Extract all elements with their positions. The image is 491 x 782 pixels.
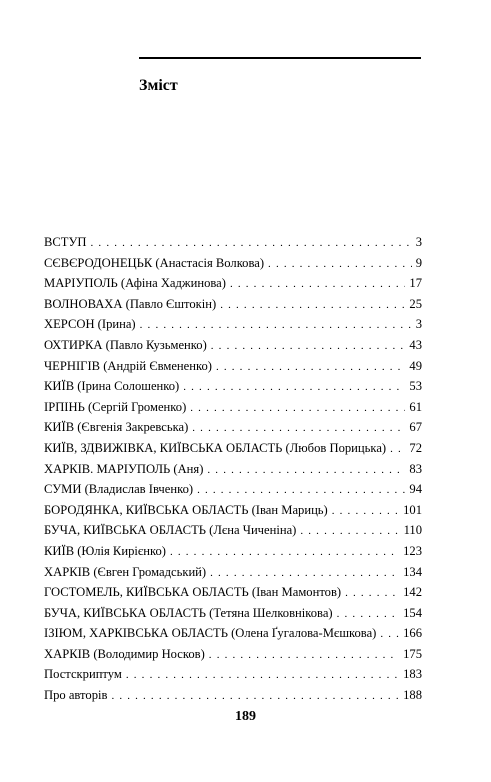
toc-entry-title: Про авторів [44, 688, 108, 703]
toc-entry-title: КИЇВ (Євгенія Закревська) [44, 420, 189, 435]
toc-entry [44, 417, 422, 438]
toc-entry-page: 72 [409, 440, 422, 455]
table-of-contents [44, 232, 422, 706]
toc-entry-page: 3 [415, 317, 422, 332]
toc-entry [44, 520, 422, 541]
toc-dot-leader [332, 501, 399, 522]
toc-dot-leader [216, 357, 405, 378]
toc-entry [44, 644, 422, 665]
toc-entry-page: 188 [403, 688, 422, 703]
toc-dot-leader [345, 583, 399, 604]
toc-entry [44, 314, 422, 335]
toc-entry-title: СУМИ (Владислав Івченко) [44, 482, 194, 497]
toc-entry-page: 154 [403, 605, 422, 620]
toc-dot-leader [91, 233, 412, 254]
toc-dot-leader [170, 542, 399, 563]
toc-entry-title: БУЧА, КИЇВСЬКА ОБЛАСТЬ (Тетяна Шелковнікова) [44, 605, 333, 620]
top-rule [139, 57, 421, 59]
toc-dot-leader [390, 439, 405, 460]
toc-dot-leader [126, 665, 399, 686]
toc-entry-title: СЄВЄРОДОНЕЦЬК (Анастасія Волкова) [44, 255, 265, 270]
toc-dot-leader [111, 686, 399, 707]
toc-entry-title: ХЕРСОН (Ірина) [44, 317, 136, 332]
page-number: 189 [235, 709, 256, 724]
toc-entry [44, 459, 422, 480]
toc-entry-page: 25 [409, 296, 422, 311]
toc-entry-title: ГОСТОМЕЛЬ, КИЇВСЬКА ОБЛАСТЬ (Іван Мамонтов) [44, 585, 342, 600]
toc-entry [44, 685, 422, 706]
toc-entry-page: 166 [403, 626, 422, 641]
toc-entry [44, 541, 422, 562]
toc-entry-page: 49 [409, 358, 422, 373]
toc-entry [44, 623, 422, 644]
toc-entry-page: 3 [415, 235, 422, 249]
toc-dot-leader [207, 460, 405, 481]
toc-dot-leader [183, 377, 405, 398]
toc-entry [44, 500, 422, 521]
toc-entry [44, 397, 422, 418]
toc-entry-title: КИЇВ, ЗДВИЖІВКА, КИЇВСЬКА ОБЛАСТЬ (Любов Порицька) [44, 440, 387, 455]
toc-entry [44, 232, 422, 253]
toc-dot-leader [209, 645, 399, 666]
toc-dot-leader [220, 295, 405, 316]
toc-entry-title: БУЧА, КИЇВСЬКА ОБЛАСТЬ (Лєна Чиченіна) [44, 523, 297, 538]
toc-entry [44, 253, 422, 274]
toc-entry-title: ІРПІНЬ (Сергій Громенко) [44, 399, 187, 414]
toc-entry-page: 142 [403, 585, 422, 600]
toc-entry [44, 356, 422, 377]
toc-entry-page: 9 [415, 255, 422, 270]
toc-entry [44, 479, 422, 500]
toc-entry-page: 53 [409, 379, 422, 394]
toc-entry [44, 273, 422, 294]
toc-entry [44, 438, 422, 459]
toc-entry-page: 17 [409, 276, 422, 291]
toc-entry-title: ХАРКІВ (Володимир Носков) [44, 646, 205, 661]
toc-entry-page: 94 [409, 482, 422, 497]
toc-entry [44, 376, 422, 397]
toc-entry [44, 603, 422, 624]
toc-dot-leader [300, 521, 399, 542]
toc-entry [44, 582, 422, 603]
toc-entry-title: КИЇВ (Юлія Кирієнко) [44, 543, 166, 558]
toc-entry-title: МАРІУПОЛЬ (Афіна Хаджинова) [44, 276, 226, 291]
toc-entry-title: ХАРКІВ (Євген Громадський) [44, 564, 207, 579]
toc-entry-title: БОРОДЯНКА, КИЇВСЬКА ОБЛАСТЬ (Іван Мариць) [44, 502, 328, 517]
toc-entry-page: 175 [403, 646, 422, 661]
toc-entry-title: ОХТИРКА (Павло Кузьменко) [44, 337, 207, 352]
toc-entry-page: 134 [403, 564, 422, 579]
toc-entry-page: 83 [409, 461, 422, 476]
toc-entry-title: Постскриптум [44, 667, 122, 682]
toc-entry-title: ЧЕРНІГІВ (Андрій Євмененко) [44, 358, 212, 373]
toc-entry-title: ІЗІЮМ, ХАРКІВСЬКА ОБЛАСТЬ (Олена Ґугалова-Мєшкова) [44, 626, 377, 641]
toc-entry-page: 123 [403, 543, 422, 558]
toc-entry-title: КИЇВ (Ірина Солошенко) [44, 379, 180, 394]
toc-dot-leader [192, 418, 405, 439]
toc-dot-leader [197, 480, 405, 501]
toc-entry [44, 335, 422, 356]
toc-dot-leader [268, 254, 412, 275]
toc-entry-title: ХАРКІВ. МАРІУПОЛЬ (Аня) [44, 461, 204, 476]
toc-entry-page: 67 [409, 420, 422, 435]
toc-entry-page: 61 [409, 399, 422, 414]
toc-dot-leader [211, 336, 406, 357]
toc-entry [44, 664, 422, 685]
toc-dot-leader [190, 398, 405, 419]
toc-dot-leader [210, 563, 399, 584]
toc-dot-leader [230, 274, 405, 295]
toc-entry-page: 183 [403, 667, 422, 682]
toc-entry-title: ВОЛНОВАХА (Павло Єштокін) [44, 296, 217, 311]
toc-dot-leader [337, 604, 399, 625]
toc-entry-page: 110 [403, 523, 422, 538]
toc-entry [44, 562, 422, 583]
toc-entry-title: ВСТУП [44, 235, 87, 249]
toc-entry-page: 43 [409, 337, 422, 352]
toc-dot-leader [140, 315, 412, 336]
toc-entry [44, 294, 422, 315]
toc-entry-page: 101 [403, 502, 422, 517]
toc-dot-leader [380, 624, 399, 645]
page-heading: Зміст [139, 77, 178, 94]
